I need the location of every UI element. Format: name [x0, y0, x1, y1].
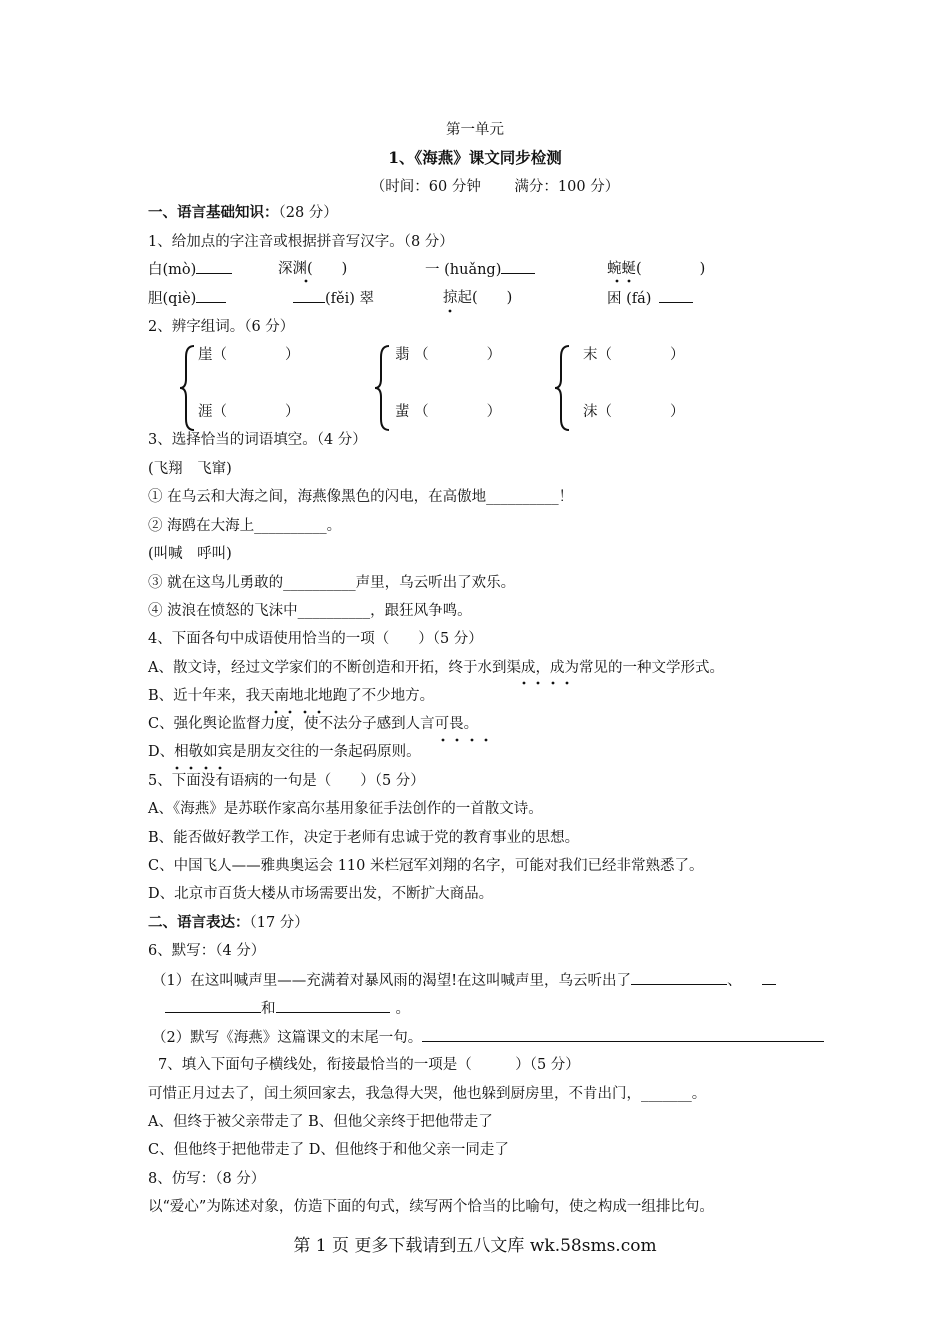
page-title: 1、《海燕》课文同步检测 — [388, 148, 562, 167]
q8-text: 8、仿写：（8 分） — [148, 1171, 266, 1187]
q3-sentence: ④ 波浪在愤怒的飞沫中__________，跟狂风争鸣。 — [148, 603, 472, 619]
q4-text: 4、下面各句中成语使用恰当的一项（ ）（5 分） — [148, 631, 483, 647]
q6-part1: （1）在这叫喊声里——充满着对暴风雨的渴望!在这叫喊声里，乌云听出了 、 — [152, 970, 776, 991]
q6-part2: （2）默写《海燕》这篇课文的末尾一句。 — [152, 1027, 824, 1048]
brace-icon — [373, 343, 393, 433]
section-1-heading: 一、语言基础知识：（28 分） — [148, 204, 338, 221]
q1-item: 白(mò) — [148, 259, 232, 280]
q5-option: A、《海燕》是苏联作家高尔基用象征手法创作的一首散文诗。 — [148, 801, 543, 817]
q3-text: 3、选择恰当的词语填空。（4 分） — [148, 432, 367, 448]
q3-sentence: ② 海鸥在大海上__________。 — [148, 518, 342, 534]
q1-text: 1、给加点的字注音或根据拼音写汉字。（8 分） — [148, 234, 454, 250]
q2-text: 2、辨字组词。（6 分） — [148, 319, 295, 335]
q2-word: 翡 （ ） — [395, 347, 502, 363]
q2-word: 蜚 （ ） — [395, 404, 502, 420]
q6-text: 6、默写：（4 分） — [148, 943, 266, 959]
exam-meta: （时间：60 分钟 满分：100 分） — [370, 179, 620, 195]
q7-body: 可惜正月过去了，闰土须回家去，我急得大哭，他也躲到厨房里，不肯出门，_______。 — [148, 1086, 707, 1102]
page-footer: 第 1 页 更多下载请到五八文库 wk.58sms.com — [293, 1236, 657, 1256]
q1-item: 蜿蜒( ) — [607, 261, 706, 277]
q7-options: A、但终于被父亲带走了 B、但他父亲终于把他带走了 — [148, 1114, 493, 1130]
brace-icon — [553, 343, 573, 433]
q5-option: C、中国飞人——雅典奥运会 110 米栏冠军刘翔的名字，可能对我们已经非常熟悉了。 — [148, 858, 704, 874]
q7-options: C、但他终于把他带走了 D、但他终于和他父亲一同走了 — [148, 1142, 509, 1158]
q2-word: 沫（ ） — [583, 404, 685, 420]
q4-option: C、强化舆论监督力度，使不法分子感到人言可畏。 — [148, 716, 479, 732]
q3-sentence: ③ 就在这鸟儿勇敢的__________声里，乌云听出了欢乐。 — [148, 575, 516, 591]
q7-text: 7、填入下面句子横线处，衔接最恰当的一项是（ ）（5 分） — [158, 1057, 580, 1073]
q1-item: 深渊( ) — [278, 261, 348, 277]
q4-option: B、近十年来，我天南地北地跑了不少地方。 — [148, 688, 435, 704]
q5-text: 5、下面没有语病的一句是（ ）（5 分） — [148, 773, 425, 789]
q5-option: B、能否做好教学工作，决定于老师有忠诚于党的教育事业的思想。 — [148, 830, 580, 846]
q4-option: D、相敬如宾是朋友交往的一条起码原则。 — [148, 744, 421, 760]
q8-body: 以“爱心”为陈述对象，仿造下面的句式，续写两个恰当的比喻句，使之构成一组排比句。 — [148, 1199, 714, 1215]
section-2-heading: 二、语言表达：（17 分） — [148, 914, 309, 931]
unit-title: 第一单元 — [446, 122, 504, 138]
q1-item: 掠起( ) — [443, 290, 513, 306]
q1-item: 困 (fá) — [607, 288, 693, 309]
q1-item: 胆(qiè) — [148, 288, 226, 309]
q3-options: (飞翔 飞窜) — [148, 461, 232, 477]
q1-item: (fěi) 翠 — [293, 288, 374, 309]
q3-sentence: ① 在乌云和大海之间，海燕像黑色的闪电，在高傲地__________！ — [148, 489, 574, 505]
q5-option: D、北京市百货大楼从市场需要出发，不断扩大商品。 — [148, 886, 494, 902]
q2-word: 涯（ ） — [198, 404, 300, 420]
q2-word: 末（ ） — [583, 347, 685, 363]
q3-options: (叫喊 呼叫) — [148, 546, 232, 562]
q2-word: 崖（ ） — [198, 347, 300, 363]
q1-item: 一 (huǎng) — [425, 259, 535, 280]
q4-option: A、散文诗，经过文学家们的不断创造和开拓，终于水到渠成，成为常见的一种文学形式。 — [148, 660, 724, 676]
brace-icon — [178, 343, 198, 433]
q6-part1-cont: 和 。 — [165, 998, 410, 1019]
